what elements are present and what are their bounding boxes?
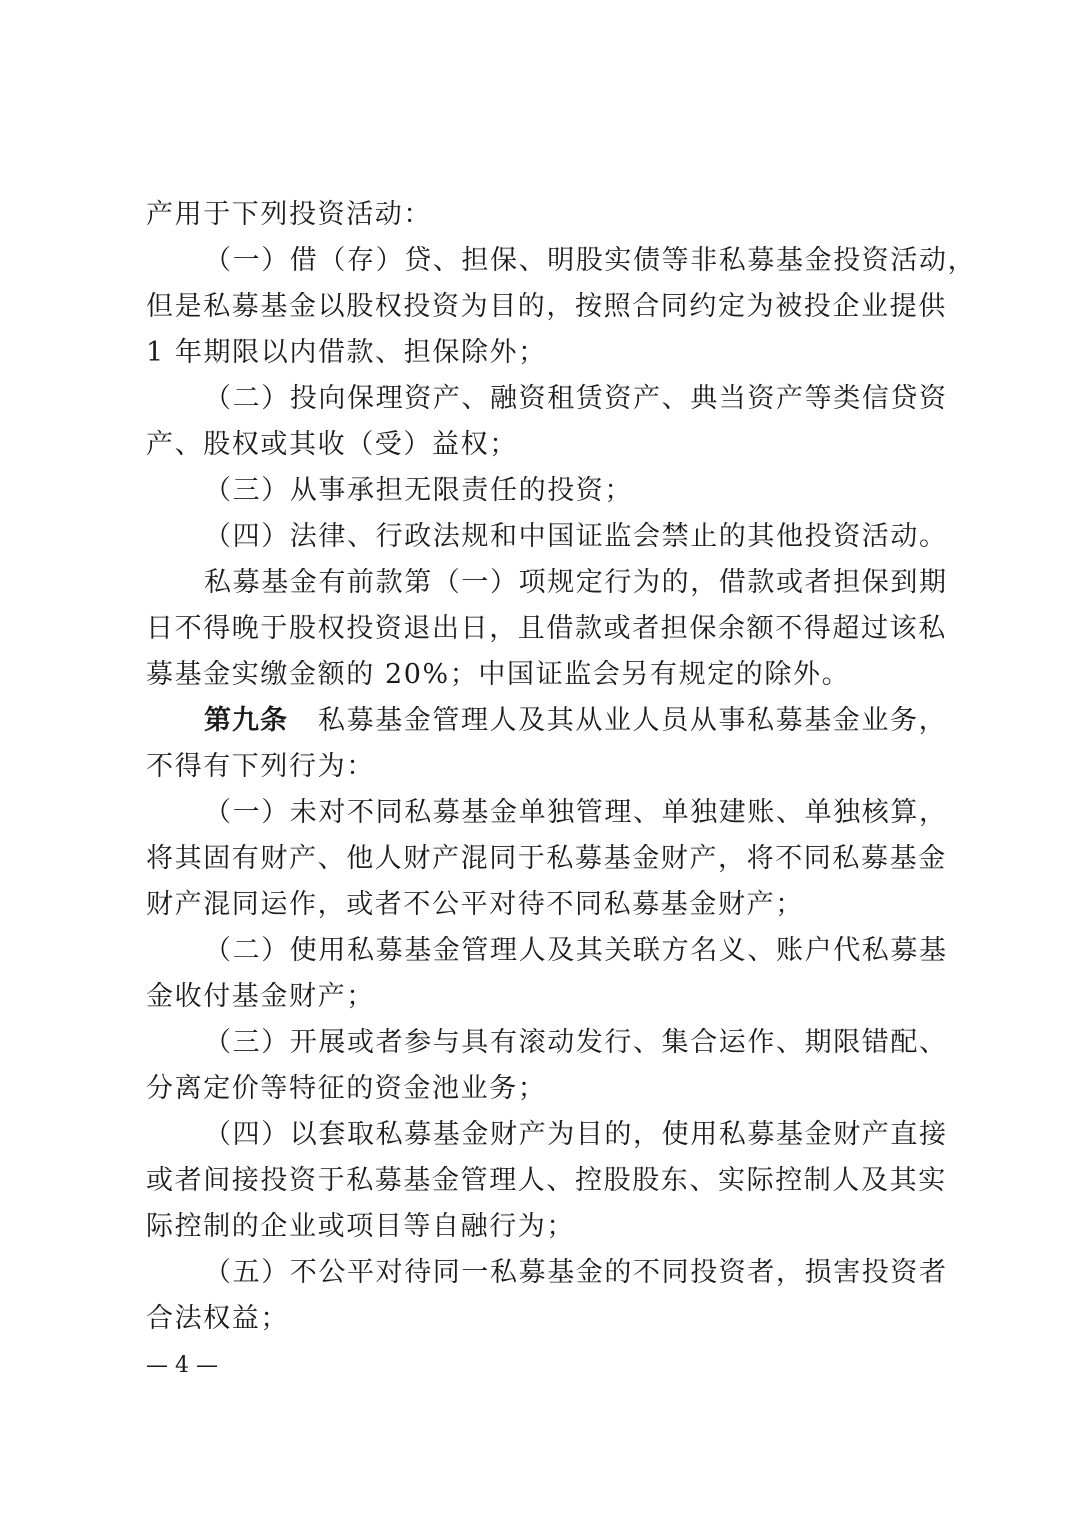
clause-item-5-line: （五）不公平对待同一私募基金的不同投资者，损害投资者: [204, 1257, 948, 1288]
clause-item-1-line: （一）未对不同私募基金单独管理、单独建账、单独核算，: [204, 797, 948, 828]
text-line: 金收付基金财产；: [146, 981, 375, 1012]
clause-item-3-line: （三）从事承担无限责任的投资；: [204, 475, 633, 506]
page-number: — 4 —: [146, 1353, 218, 1378]
clause-item-2-line: （二）投向保理资产、融资租赁资产、典当资产等类信贷资: [204, 383, 948, 414]
body-text: [146, 192, 977, 1342]
text-line: 将其固有财产、他人财产混同于私募基金财产，将不同私募基金: [146, 843, 947, 874]
text-line: 财产混同运作，或者不公平对待不同私募基金财产；: [146, 889, 804, 920]
clause-item-4-line: （四）以套取私募基金财产为目的，使用私募基金财产直接: [204, 1119, 948, 1150]
text-line: 募基金实缴金额的 20%；中国证监会另有规定的除外。: [146, 659, 851, 690]
paragraph-line: 私募基金有前款第（一）项规定行为的，借款或者担保到期: [204, 567, 948, 598]
text-line: 日不得晚于股权投资退出日，且借款或者担保余额不得超过该私: [146, 613, 947, 644]
text-line: 产用于下列投资活动：: [146, 199, 432, 230]
clause-item-2-line: （二）使用私募基金管理人及其关联方名义、账户代私募基: [204, 935, 948, 966]
clause-item-4-line: （四）法律、行政法规和中国证监会禁止的其他投资活动。: [204, 521, 948, 552]
clause-item-1-line: （一）借（存）贷、担保、明股实债等非私募基金投资活动，: [204, 245, 977, 276]
text-line: 不得有下列行为：: [146, 751, 375, 782]
article-heading-line: [146, 698, 948, 744]
clause-item-3-line: （三）开展或者参与具有滚动发行、集合运作、期限错配、: [204, 1027, 948, 1058]
article-text: 私募基金管理人及其从业人员从事私募基金业务，: [318, 705, 948, 736]
text-line: 但是私募基金以股权投资为目的，按照合同约定为被投企业提供: [146, 291, 947, 322]
text-line: 或者间接投资于私募基金管理人、控股股东、实际控制人及其实: [146, 1165, 947, 1196]
text-line: 产、股权或其收（受）益权；: [146, 429, 518, 460]
article-label: 第九条: [204, 705, 288, 736]
text-line: 合法权益；: [146, 1303, 289, 1334]
text-line: 分离定价等特征的资金池业务；: [146, 1073, 547, 1104]
text-line: 1 年期限以内借款、担保除外；: [146, 337, 547, 368]
text-line: 际控制的企业或项目等自融行为；: [146, 1211, 575, 1242]
